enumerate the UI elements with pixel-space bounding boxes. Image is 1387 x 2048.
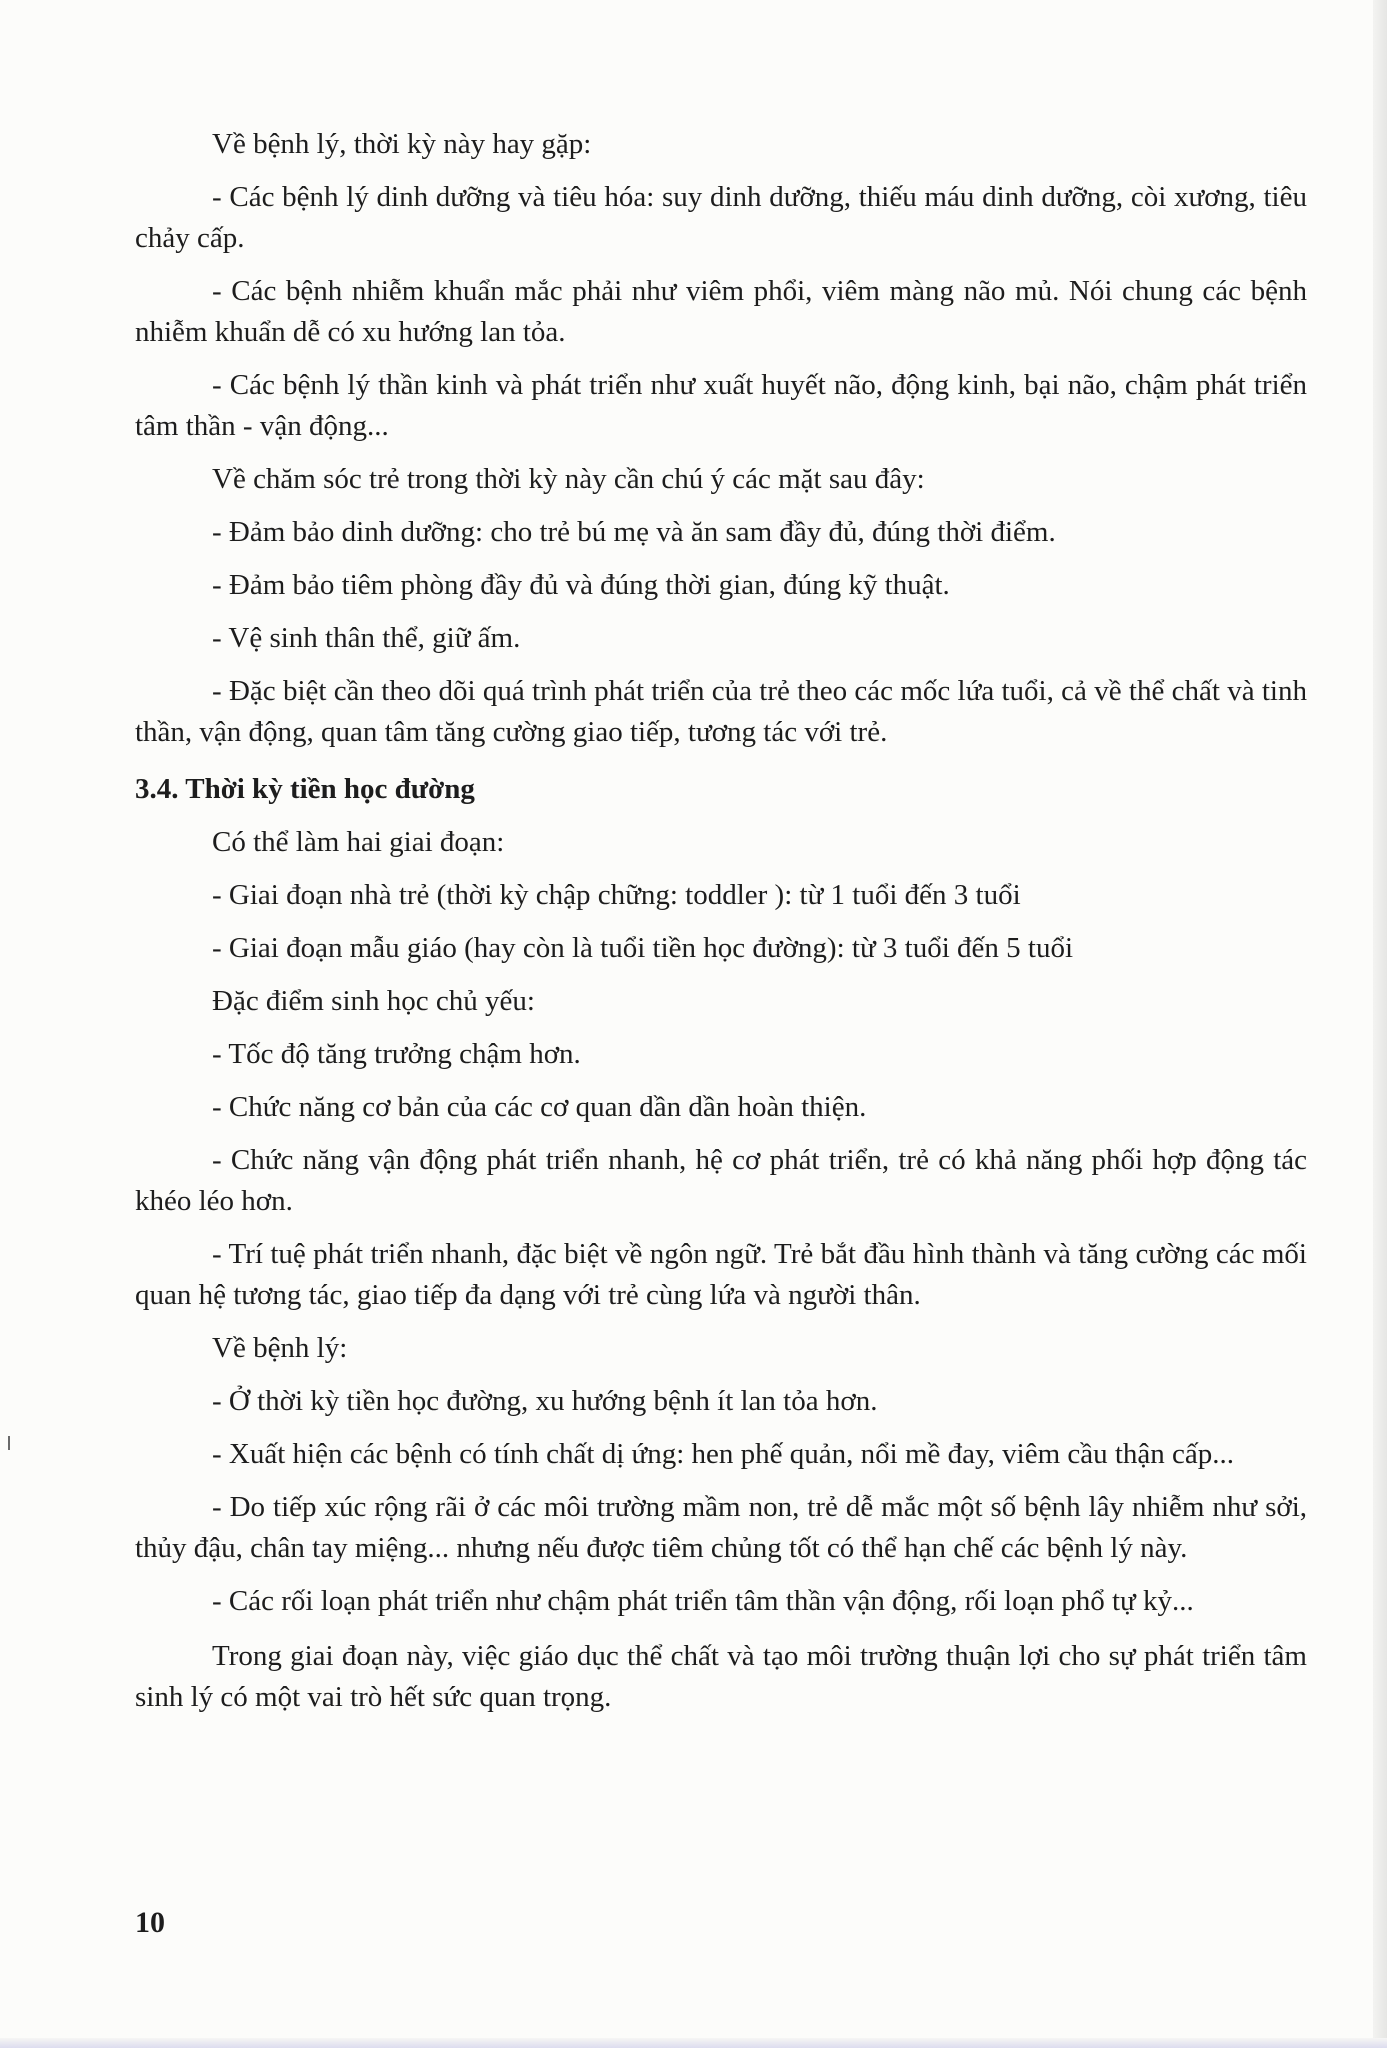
bullet-item: - Đảm bảo tiêm phòng đầy đủ và đúng thời gian, đúng kỹ thuật. [212, 569, 950, 601]
bullet-item: - Chức năng vận động phát triển nhanh, hệ cơ phát triển, trẻ có khả năng phối hợp động tác khéo léo hơn. [135, 1144, 1307, 1217]
bullet-item: - Đặc biệt cần theo dõi quá trình phát triển của trẻ theo các mốc lứa tuổi, cả về thể chất và tinh thần, vận động, quan tâm tăng cường giao tiếp, tương tác với trẻ. [135, 675, 1307, 748]
bullet-item: - Chức năng cơ bản của các cơ quan dần dần hoàn thiện. [212, 1091, 867, 1123]
bullet-item: - Các bệnh nhiễm khuẩn mắc phải như viêm phổi, viêm màng não mủ. Nói chung các bệnh nhiễm khuẩn dễ có xu hướng lan tỏa. [135, 275, 1307, 348]
section-heading: 3.4. Thời kỳ tiền học đường [135, 773, 475, 805]
page-body [135, 124, 1307, 1718]
paragraph-intro: Về bệnh lý, thời kỳ này hay gặp: [212, 128, 592, 160]
bullet-item: - Giai đoạn mẫu giáo (hay còn là tuổi tiền học đường): từ 3 tuổi đến 5 tuổi [212, 932, 1074, 964]
paragraph-intro: Có thể làm hai giai đoạn: [212, 826, 505, 858]
bullet-item: - Tốc độ tăng trưởng chậm hơn. [212, 1038, 581, 1070]
paragraph-intro: Đặc điểm sinh học chủ yếu: [212, 985, 535, 1017]
bullet-item: - Trí tuệ phát triển nhanh, đặc biệt về ngôn ngữ. Trẻ bắt đầu hình thành và tăng cường các mối quan hệ tương tác, giao tiếp đa dạng với trẻ cùng lứa và người thân. [135, 1238, 1307, 1311]
bullet-item: - Đảm bảo dinh dưỡng: cho trẻ bú mẹ và ăn sam đầy đủ, đúng thời điểm. [212, 516, 1056, 548]
page-edge-shadow [1373, 0, 1387, 2048]
bullet-item: - Các bệnh lý dinh dưỡng và tiêu hóa: suy dinh dưỡng, thiếu máu dinh dưỡng, còi xương, tiêu chảy cấp. [135, 181, 1307, 254]
bullet-item: - Xuất hiện các bệnh có tính chất dị ứng: hen phế quản, nổi mề đay, viêm cầu thận cấp... [212, 1438, 1235, 1470]
bullet-item: - Các rối loạn phát triển như chậm phát triển tâm thần vận động, rối loạn phổ tự kỷ... [212, 1585, 1194, 1617]
paragraph-intro: Về bệnh lý: [212, 1332, 348, 1364]
bullet-item: - Giai đoạn nhà trẻ (thời kỳ chập chững: toddler ): từ 1 tuổi đến 3 tuổi [212, 879, 1021, 911]
closing-paragraph: Trong giai đoạn này, việc giáo dục thể chất và tạo môi trường thuận lợi cho sự phát triển tâm sinh lý có một vai trò hết sức quan trọng. [135, 1640, 1307, 1713]
bullet-item: - Do tiếp xúc rộng rãi ở các môi trường mầm non, trẻ dễ mắc một số bệnh lây nhiễm như sởi, thủy đậu, chân tay miệng... nhưng nếu được tiêm chủng tốt có thể hạn chế các bệnh lý này. [135, 1491, 1307, 1564]
bullet-item: - Các bệnh lý thần kinh và phát triển như xuất huyết não, động kinh, bại não, chậm phát triển tâm thần - vận động... [135, 369, 1307, 442]
paragraph-intro: Về chăm sóc trẻ trong thời kỳ này cần chú ý các mặt sau đây: [212, 463, 925, 495]
bullet-item: - Ở thời kỳ tiền học đường, xu hướng bệnh ít lan tỏa hơn. [212, 1385, 878, 1417]
page-number: 10 [135, 1906, 165, 1939]
margin-mark [8, 1436, 10, 1450]
bullet-item: - Vệ sinh thân thể, giữ ấm. [212, 622, 521, 654]
page-bottom-edge [0, 2038, 1387, 2048]
